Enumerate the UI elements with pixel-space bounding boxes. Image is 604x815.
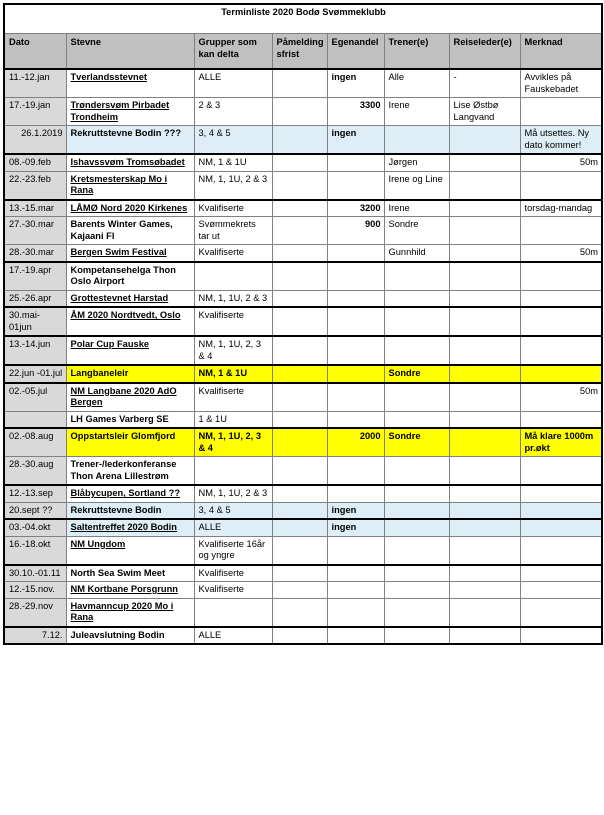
cell-merknad[interactable]	[520, 582, 602, 599]
cell-grupper[interactable]: Kvalifiserte	[194, 582, 272, 599]
cell-trener[interactable]	[384, 262, 449, 291]
table-row	[4, 217, 602, 245]
cell-dato[interactable]: 08.-09.feb	[4, 154, 66, 171]
cell-dato[interactable]: 28.-30.mar	[4, 245, 66, 262]
cell-merknad[interactable]	[520, 536, 602, 565]
cell-stevne[interactable]	[66, 582, 194, 599]
cell-pamelding[interactable]	[272, 245, 327, 262]
cell-pamelding[interactable]	[272, 98, 327, 126]
cell-trener[interactable]	[384, 485, 449, 502]
cell-pamelding[interactable]	[272, 428, 327, 457]
table-row	[4, 383, 602, 412]
cell-pamelding[interactable]	[272, 598, 327, 627]
cell-stevne[interactable]	[66, 536, 194, 565]
cell-grupper[interactable]: NM, 1 & 1U	[194, 154, 272, 171]
cell-stevne[interactable]	[66, 98, 194, 126]
cell-stevne[interactable]	[66, 245, 194, 262]
column-header-stevne[interactable]: Stevne	[66, 34, 194, 70]
cell-trener[interactable]	[384, 307, 449, 336]
table-row	[4, 428, 602, 457]
cell-grupper[interactable]: ALLE	[194, 627, 272, 645]
cell-grupper[interactable]	[194, 262, 272, 291]
cell-merknad[interactable]: Avvikles på Fauskebadet	[520, 69, 602, 98]
cell-stevne[interactable]: North Sea Swim Meet	[66, 565, 194, 582]
table-row	[4, 262, 602, 291]
cell-merknad[interactable]	[520, 217, 602, 245]
cell-grupper[interactable]: NM, 1, 1U, 2, 3 & 4	[194, 336, 272, 365]
cell-reiseleder[interactable]	[449, 383, 520, 412]
column-header-grupper[interactable]: Grupper som kan delta	[194, 34, 272, 70]
cell-pamelding[interactable]	[272, 69, 327, 98]
cell-trener[interactable]	[384, 627, 449, 645]
cell-pamelding[interactable]	[272, 217, 327, 245]
cell-dato[interactable]: 11.-12.jan	[4, 69, 66, 98]
cell-grupper[interactable]: Kvalifiserte	[194, 383, 272, 412]
cell-grupper[interactable]: Kvalifiserte	[194, 307, 272, 336]
event-name-text: Blåbycupen, Sortland ??	[70, 488, 181, 498]
cell-trener[interactable]	[384, 457, 449, 486]
cell-stevne[interactable]: LH Games Varberg SE	[66, 411, 194, 428]
cell-reiseleder[interactable]	[449, 365, 520, 383]
event-name-text: Saltentreffet 2020 Bodin	[70, 522, 177, 532]
cell-dato[interactable]: 17.-19.jan	[4, 98, 66, 126]
cell-stevne[interactable]	[66, 307, 194, 336]
cell-trener[interactable]: Gunnhild	[384, 245, 449, 262]
cell-trener[interactable]: Alle	[384, 69, 449, 98]
cell-grupper[interactable]: 1 & 1U	[194, 411, 272, 428]
cell-dato[interactable]: 13.-15.mar	[4, 200, 66, 217]
column-header-merknad[interactable]: Merknad	[520, 34, 602, 70]
cell-egenandel[interactable]: ingen	[327, 69, 384, 98]
cell-grupper[interactable]: 3, 4 & 5	[194, 126, 272, 155]
cell-merknad[interactable]	[520, 336, 602, 365]
cell-dato[interactable]: 30.mai-01jun	[4, 307, 66, 336]
cell-egenandel[interactable]	[327, 383, 384, 412]
cell-egenandel[interactable]	[327, 536, 384, 565]
cell-trener[interactable]	[384, 519, 449, 536]
column-header-dato[interactable]: Dato	[4, 34, 66, 70]
table-row	[4, 200, 602, 217]
table-row	[4, 98, 602, 126]
cell-reiseleder[interactable]	[449, 336, 520, 365]
table-row	[4, 519, 602, 536]
cell-grupper[interactable]: NM, 1, 1U, 2 & 3	[194, 171, 272, 200]
cell-dato[interactable]: 7.12.	[4, 627, 66, 645]
cell-reiseleder[interactable]	[449, 262, 520, 291]
cell-dato[interactable]: 28.-29.nov	[4, 598, 66, 627]
event-name-text: Trøndersvøm Pirbadet Trondheim	[70, 100, 170, 122]
cell-reiseleder[interactable]	[449, 290, 520, 307]
event-name-text: Polar Cup Fauske	[70, 339, 150, 349]
event-name-text: NM Ungdom	[70, 538, 126, 549]
cell-merknad[interactable]	[520, 411, 602, 428]
cell-merknad[interactable]	[520, 627, 602, 645]
cell-merknad[interactable]: Må klare 1000m pr.økt	[520, 428, 602, 457]
cell-pamelding[interactable]	[272, 365, 327, 383]
column-header-reiseleder[interactable]: Reiseleder(e)	[449, 34, 520, 70]
cell-dato[interactable]: 25.-26.apr	[4, 290, 66, 307]
cell-reiseleder[interactable]	[449, 519, 520, 536]
table-row	[4, 365, 602, 383]
table-row	[4, 411, 602, 428]
cell-egenandel[interactable]	[327, 565, 384, 582]
cell-trener[interactable]: Sondre	[384, 365, 449, 383]
cell-stevne[interactable]: Rekruttstevne Bodin	[66, 502, 194, 519]
cell-pamelding[interactable]	[272, 519, 327, 536]
event-name-text: Ishavssvøm Tromsøbadet	[70, 157, 185, 167]
cell-merknad[interactable]: Må utsettes. Ny dato kommer!	[520, 126, 602, 155]
cell-trener[interactable]: Irene	[384, 200, 449, 217]
cell-pamelding[interactable]	[272, 411, 327, 428]
cell-trener[interactable]: Sondre	[384, 217, 449, 245]
cell-pamelding[interactable]	[272, 154, 327, 171]
cell-merknad[interactable]	[520, 485, 602, 502]
event-name-text: LÅMØ Nord 2020 Kirkenes	[70, 202, 188, 213]
cell-reiseleder[interactable]	[449, 485, 520, 502]
cell-stevne[interactable]	[66, 200, 194, 217]
cell-dato[interactable]: 02.-08.aug	[4, 428, 66, 457]
cell-egenandel[interactable]	[327, 457, 384, 486]
cell-merknad[interactable]	[520, 565, 602, 582]
cell-merknad[interactable]	[520, 262, 602, 291]
cell-merknad[interactable]	[520, 519, 602, 536]
cell-pamelding[interactable]	[272, 126, 327, 155]
event-name-text: Bergen Swim Festival	[70, 247, 167, 257]
cell-reiseleder[interactable]: Lise Østbø Langvand	[449, 98, 520, 126]
cell-grupper[interactable]: ALLE	[194, 69, 272, 98]
cell-reiseleder[interactable]	[449, 171, 520, 200]
cell-reiseleder[interactable]	[449, 217, 520, 245]
cell-trener[interactable]: Irene og Line	[384, 171, 449, 200]
cell-stevne[interactable]	[66, 383, 194, 412]
cell-dato[interactable]: 16.-18.okt	[4, 536, 66, 565]
table-row	[4, 336, 602, 365]
cell-trener[interactable]	[384, 502, 449, 519]
table-row	[4, 307, 602, 336]
cell-reiseleder[interactable]	[449, 582, 520, 599]
cell-merknad[interactable]	[520, 171, 602, 200]
cell-trener[interactable]	[384, 582, 449, 599]
cell-grupper[interactable]: NM, 1 & 1U	[194, 365, 272, 383]
cell-reiseleder[interactable]	[449, 565, 520, 582]
cell-grupper[interactable]: Kvalifiserte	[194, 245, 272, 262]
cell-dato[interactable]: 02.-05.jul	[4, 383, 66, 412]
cell-egenandel[interactable]	[327, 307, 384, 336]
cell-egenandel[interactable]: ingen	[327, 502, 384, 519]
cell-stevne[interactable]	[66, 336, 194, 365]
cell-stevne[interactable]: Rekruttstevne Bodin ???	[66, 126, 194, 155]
cell-reiseleder[interactable]	[449, 154, 520, 171]
cell-trener[interactable]	[384, 565, 449, 582]
column-header-egenandel[interactable]: Egenandel	[327, 34, 384, 70]
cell-pamelding[interactable]	[272, 290, 327, 307]
cell-pamelding[interactable]	[272, 307, 327, 336]
cell-egenandel[interactable]	[327, 365, 384, 383]
cell-stevne[interactable]	[66, 69, 194, 98]
cell-trener[interactable]	[384, 411, 449, 428]
cell-pamelding[interactable]	[272, 336, 327, 365]
cell-dato[interactable]: 27.-30.mar	[4, 217, 66, 245]
cell-dato[interactable]: 03.-04.okt	[4, 519, 66, 536]
cell-reiseleder[interactable]: -	[449, 69, 520, 98]
cell-dato[interactable]: 12.-15.nov.	[4, 582, 66, 599]
cell-stevne[interactable]: Langbaneleir	[66, 365, 194, 383]
table-row	[4, 69, 602, 98]
event-name-text: Grottestevnet Harstad	[70, 292, 169, 303]
cell-reiseleder[interactable]	[449, 536, 520, 565]
cell-grupper[interactable]: 2 & 3	[194, 98, 272, 126]
table-row	[4, 598, 602, 627]
cell-grupper[interactable]: NM, 1, 1U, 2 & 3	[194, 485, 272, 502]
cell-egenandel[interactable]	[327, 411, 384, 428]
cell-merknad[interactable]	[520, 502, 602, 519]
cell-egenandel[interactable]: ingen	[327, 519, 384, 536]
cell-merknad[interactable]	[520, 457, 602, 486]
cell-egenandel[interactable]	[327, 627, 384, 645]
cell-trener[interactable]: Irene	[384, 98, 449, 126]
cell-grupper[interactable]: Svømmekrets tar ut	[194, 217, 272, 245]
column-header-trener[interactable]: Trener(e)	[384, 34, 449, 70]
cell-stevne[interactable]	[66, 171, 194, 200]
cell-egenandel[interactable]	[327, 171, 384, 200]
cell-pamelding[interactable]	[272, 262, 327, 291]
table-row	[4, 485, 602, 502]
cell-pamelding[interactable]	[272, 485, 327, 502]
table-row	[4, 290, 602, 307]
cell-reiseleder[interactable]	[449, 411, 520, 428]
cell-merknad[interactable]	[520, 307, 602, 336]
event-name-text: Kretsmesterskap Mo i Rana	[70, 173, 168, 195]
cell-dato[interactable]: 17.-19.apr	[4, 262, 66, 291]
cell-egenandel[interactable]	[327, 598, 384, 627]
cell-pamelding[interactable]	[272, 627, 327, 645]
cell-merknad[interactable]: torsdag-mandag	[520, 200, 602, 217]
cell-dato[interactable]: 22.-23.feb	[4, 171, 66, 200]
cell-reiseleder[interactable]	[449, 307, 520, 336]
cell-egenandel[interactable]	[327, 290, 384, 307]
event-name-text: ÅM 2020 Nordtvedt, Oslo	[70, 310, 181, 320]
table-row	[4, 245, 602, 262]
cell-dato[interactable]: 28.-30.aug	[4, 457, 66, 486]
cell-grupper[interactable]: Kvalifiserte	[194, 200, 272, 217]
table-row	[4, 171, 602, 200]
event-name-text: Tverlandsstevnet	[70, 72, 147, 82]
cell-trener[interactable]	[384, 536, 449, 565]
cell-pamelding[interactable]	[272, 536, 327, 565]
cell-pamelding[interactable]	[272, 200, 327, 217]
cell-trener[interactable]: Jørgen	[384, 154, 449, 171]
cell-reiseleder[interactable]	[449, 245, 520, 262]
cell-stevne[interactable]: Trener-/lederkonferanse Thon Arena Lillestrøm	[66, 457, 194, 486]
table-header-row	[4, 34, 602, 70]
cell-reiseleder[interactable]	[449, 457, 520, 486]
cell-grupper[interactable]: NM, 1, 1U, 2 & 3	[194, 290, 272, 307]
cell-grupper[interactable]: NM, 1, 1U, 2, 3 & 4	[194, 428, 272, 457]
cell-dato[interactable]: 20.sept ??	[4, 502, 66, 519]
table-row	[4, 536, 602, 565]
cell-trener[interactable]	[384, 336, 449, 365]
column-header-pamelding[interactable]: Påmelding sfrist	[272, 34, 327, 70]
cell-trener[interactable]	[384, 126, 449, 155]
cell-grupper[interactable]: Kvalifiserte 16år og yngre	[194, 536, 272, 565]
table-row	[4, 126, 602, 155]
cell-merknad[interactable]	[520, 598, 602, 627]
cell-grupper[interactable]: Kvalifiserte	[194, 565, 272, 582]
terminliste-table	[3, 3, 603, 645]
cell-egenandel[interactable]	[327, 582, 384, 599]
cell-merknad[interactable]: 50m	[520, 245, 602, 262]
cell-pamelding[interactable]	[272, 457, 327, 486]
cell-egenandel[interactable]	[327, 262, 384, 291]
cell-stevne[interactable]	[66, 598, 194, 627]
cell-merknad[interactable]	[520, 290, 602, 307]
cell-egenandel[interactable]: 900	[327, 217, 384, 245]
cell-egenandel[interactable]	[327, 485, 384, 502]
cell-trener[interactable]	[384, 383, 449, 412]
cell-dato[interactable]: 12.-13.sep	[4, 485, 66, 502]
cell-reiseleder[interactable]	[449, 126, 520, 155]
cell-grupper[interactable]: ALLE	[194, 519, 272, 536]
cell-grupper[interactable]: 3, 4 & 5	[194, 502, 272, 519]
event-name-text: NM Kortbane Porsgrunn	[70, 584, 178, 594]
title-row	[4, 4, 602, 34]
cell-stevne[interactable]	[66, 154, 194, 171]
cell-egenandel[interactable]	[327, 245, 384, 262]
cell-stevne[interactable]: Oppstartsleir Glomfjord	[66, 428, 194, 457]
cell-reiseleder[interactable]	[449, 598, 520, 627]
cell-stevne[interactable]	[66, 485, 194, 502]
cell-grupper[interactable]	[194, 457, 272, 486]
cell-merknad[interactable]: 50m	[520, 154, 602, 171]
cell-egenandel[interactable]	[327, 154, 384, 171]
cell-stevne[interactable]: Juleavslutning Bodin	[66, 627, 194, 645]
table-row	[4, 457, 602, 486]
table-row	[4, 627, 602, 645]
cell-reiseleder[interactable]	[449, 428, 520, 457]
event-name-text: Havmanncup 2020 Mo i Rana	[70, 600, 174, 622]
table-row	[4, 154, 602, 171]
cell-dato[interactable]: 22.jun -01.jul	[4, 365, 66, 383]
cell-stevne[interactable]: Kompetansehelga Thon Oslo Airport	[66, 262, 194, 291]
cell-stevne[interactable]	[66, 519, 194, 536]
cell-reiseleder[interactable]	[449, 200, 520, 217]
cell-pamelding[interactable]	[272, 502, 327, 519]
table-row	[4, 502, 602, 519]
table-row	[4, 582, 602, 599]
cell-egenandel[interactable]: 2000	[327, 428, 384, 457]
cell-dato[interactable]: 30.10.-01.11	[4, 565, 66, 582]
cell-pamelding[interactable]	[272, 171, 327, 200]
cell-merknad[interactable]	[520, 98, 602, 126]
cell-egenandel[interactable]	[327, 336, 384, 365]
cell-reiseleder[interactable]	[449, 627, 520, 645]
cell-merknad[interactable]: 50m	[520, 383, 602, 412]
cell-dato[interactable]	[4, 411, 66, 428]
cell-egenandel[interactable]: 3300	[327, 98, 384, 126]
page-title: Terminliste 2020 Bodø Svømmeklubb	[4, 4, 602, 34]
event-name-text: NM Langbane 2020 AdO Bergen	[70, 385, 177, 407]
cell-trener[interactable]	[384, 290, 449, 307]
cell-reiseleder[interactable]	[449, 502, 520, 519]
cell-dato[interactable]: 26.1.2019	[4, 126, 66, 155]
cell-trener[interactable]	[384, 598, 449, 627]
table-row	[4, 565, 602, 582]
cell-grupper[interactable]	[194, 598, 272, 627]
cell-stevne[interactable]	[66, 290, 194, 307]
cell-stevne[interactable]: Barents Winter Games, Kajaani Fl	[66, 217, 194, 245]
cell-trener[interactable]: Sondre	[384, 428, 449, 457]
cell-egenandel[interactable]: 3200	[327, 200, 384, 217]
cell-pamelding[interactable]	[272, 383, 327, 412]
cell-dato[interactable]: 13.-14.jun	[4, 336, 66, 365]
cell-egenandel[interactable]: ingen	[327, 126, 384, 155]
cell-pamelding[interactable]	[272, 565, 327, 582]
cell-pamelding[interactable]	[272, 582, 327, 599]
cell-merknad[interactable]	[520, 365, 602, 383]
